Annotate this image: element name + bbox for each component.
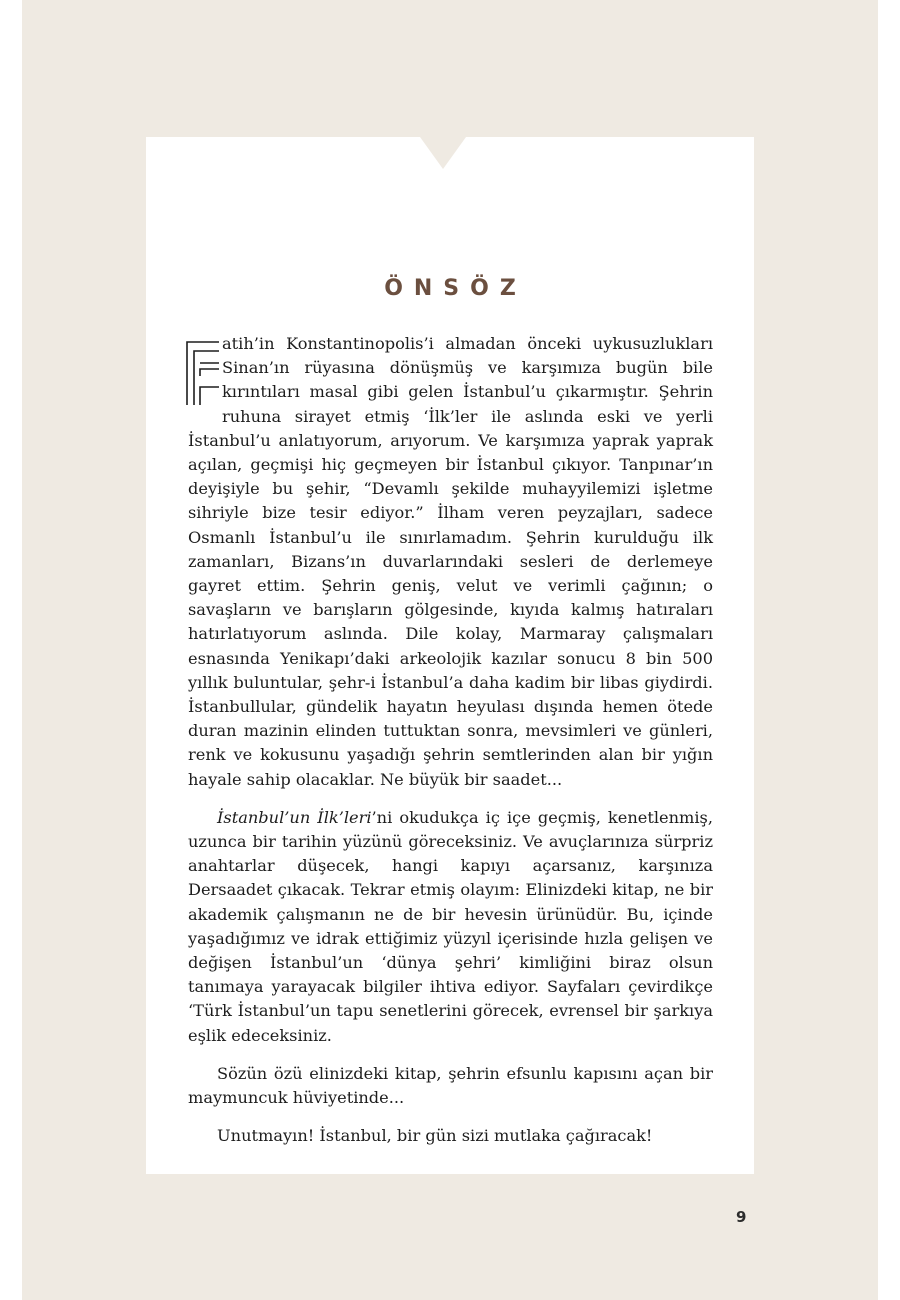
foreword-text: [188, 332, 713, 1149]
paragraph-2-text: ’ni okudukça iç içe geçmiş, kenetlenmiş, uzunca bir tarihin yüzünü göreceksiniz. Ve avuçlarınıza sürpriz anahtarlar düşecek, hangi kapıyı açarsanız, karşınıza Dersaadet çıkacak. Tekrar etmiş olayım: Elinizdeki kitap, ne bir akademik çalışmanın ne de bir hevesin ürünüdür. Bu, içinde yaşadığımız ve idrak ettiğimiz yüzyıl içerisinde hızla gelişen ve değişen İstanbul’un ‘dünya şehri’ kimliğini biraz olsun tanımaya yarayacak bilgiler ihtiva ediyor. Sayfaları çevirdikçe ‘Türk İstanbul’un tapu senetlerini görecek, evrensel bir şarkıya eşlik edeceksiniz.: [188, 807, 713, 1045]
panel-notch: [420, 137, 466, 169]
dropcap-spacer: [188, 334, 222, 406]
paragraph-1-text: atih’in Konstantinopolis’i almadan önceki uykusuzlukları Sinan’ın rüyasına dönüşmüş ve karşımıza bugün bile kırıntıları masal gibi gelen İstanbul’u çıkarmıştır. Şehrin ruhuna sirayet etmiş ‘İlk’ler ile aslında eski ve yerli İstanbul’u anlatıyorum, arıyorum. Ve karşımıza yaprak yaprak açılan, geçmişi hiç geçmeyen bir İstanbul çıkıyor. Tanpınar’ın deyişiyle bu şehir, “Devamlı şekilde muhayyilemizi işletme sihriyle bize tesir ediyor.” İlham veren peyzajları, sadece Osmanlı İstanbul’u ile sınırlamadım. Şehrin kurulduğu ilk zamanları, Bizans’ın duvarlarındaki sesleri de derlemeye gayret ettim. Şehrin geniş, velut ve verimli çağının; o savaşların ve barışların gölgesinde, kıyıda kalmış hatıraları hatırlatıyorum aslında. Dile kolay, Marmaray çalışmaları esnasında Yenikapı’daki arkeolojik kazılar sonucu 8 bin 500 yıllık buluntular, şehr-i İstanbul’a daha kadim bir libas giydirdi. İstanbullular, gündelik hayatın heyulası dışında hemen ötede duran mazinin elinden tuttuktan sonra, mevsimleri ve günleri, renk ve kokusunu yaşadığı şehrin semtlerinden alan bir yığın hayale sahip olacaklar. Ne büyük bir saadet...: [188, 334, 713, 789]
paragraph-1: [188, 332, 713, 792]
page-title: ÖNSÖZ: [384, 276, 527, 301]
paragraph-2: [188, 806, 713, 1048]
page-number: 9: [736, 1208, 747, 1226]
paragraph-3: Sözün özü elinizdeki kitap, şehrin efsunlu kapısını açan bir maymuncuk hüviyetinde...: [188, 1063, 713, 1108]
paragraph-4: Unutmayın! İstanbul, bir gün sizi mutlaka çağıracak!: [217, 1126, 653, 1146]
book-title-italic: İstanbul’un İlk’leri: [217, 807, 372, 827]
